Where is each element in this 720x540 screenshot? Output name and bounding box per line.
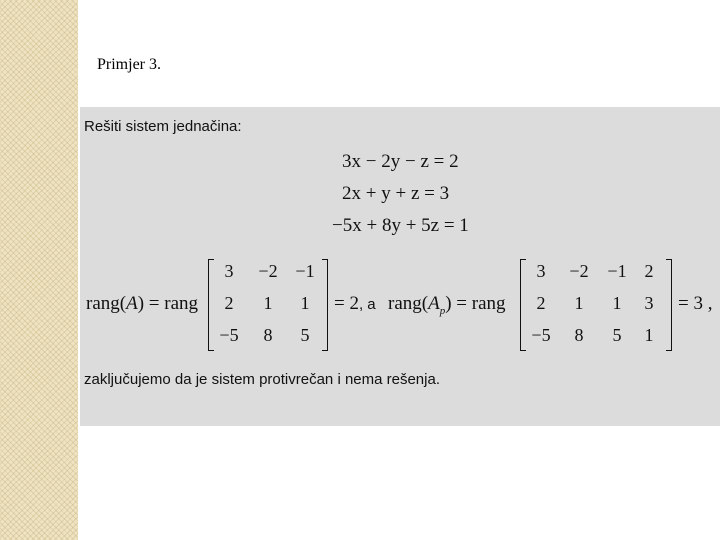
matrix-a-cell: −5 (219, 325, 239, 345)
eq3-term-x: −5x (332, 215, 362, 236)
rank-ap-subscript: p (439, 304, 446, 317)
matrix-ap-right-bracket (666, 259, 672, 351)
trailing-comma: , (707, 293, 713, 314)
matrix-ap-cell: −5 (531, 325, 551, 345)
eq2-term-x: 2x (342, 183, 361, 204)
matrix-a-right-bracket (322, 259, 328, 351)
rank-row (86, 259, 720, 353)
matrix-a-cell: 3 (224, 261, 234, 281)
matrix-ap (520, 259, 672, 351)
matrix-ap-cell: 2 (536, 293, 546, 313)
eq1-op2: − (404, 151, 416, 172)
eq3-rhs: = 1 (443, 215, 469, 236)
matrix-a (208, 259, 328, 351)
eq1-rhs: = 2 (433, 151, 459, 172)
eq3-term-z: 5z (421, 215, 440, 236)
eq3-op1: + (366, 215, 378, 236)
rank-ap-value-text: = 3 (678, 293, 703, 314)
eq2-term-y: y (381, 183, 391, 204)
rank-a-equals-rang: = rang (148, 293, 199, 314)
matrix-ap-cell: 3 (536, 261, 546, 281)
rank-a-expression: rang(A) = rang (86, 293, 199, 314)
matrix-ap-cell: −2 (569, 261, 589, 281)
rank-ap-value (678, 293, 712, 315)
equation-1 (342, 151, 459, 173)
rank-a-value-text: = 2 (334, 293, 359, 314)
matrix-a-cell: 1 (300, 293, 310, 313)
rank-ap-expression: $rang(A_p)$ = rang (388, 293, 506, 317)
eq2-rhs: = 3 (424, 183, 450, 204)
intro-text: Rešiti sistem jednačina: (84, 118, 242, 135)
conclusion-text: zaključujemo da je sistem protivrečan i nema rešenja. (84, 371, 440, 388)
eq1-term-y: 2y (381, 151, 401, 172)
eq2-op2: + (395, 183, 407, 204)
slide-heading: Primjer 3. (97, 56, 161, 73)
example-panel (80, 107, 720, 426)
matrix-ap-cell: 1 (574, 293, 584, 313)
decorative-side-strip (0, 0, 78, 540)
rank-ap-label: rang (388, 293, 422, 314)
eq2-term-z: z (410, 183, 420, 204)
rank-ap-symbol: A (428, 293, 440, 314)
matrix-a-cell: 2 (224, 293, 234, 313)
matrix-a-cell: 8 (263, 325, 273, 345)
rank-a-label: rang (86, 293, 120, 314)
matrix-a-cell: −1 (295, 261, 315, 281)
eq1-op1: − (365, 151, 377, 172)
matrix-ap-cell: 3 (644, 293, 654, 313)
connector-text: , a (358, 296, 376, 313)
eq2-op1: + (365, 183, 377, 204)
eq3-op2: + (405, 215, 417, 236)
equation-3 (332, 215, 469, 237)
rank-ap-equals-rang: = rang (456, 293, 506, 314)
rank-a-value (334, 293, 376, 315)
eq1-term-z: z (420, 151, 429, 172)
matrix-ap-cell: −1 (607, 261, 627, 281)
eq1-term-x: 3x (342, 151, 361, 172)
matrix-a-cell: −2 (258, 261, 278, 281)
equation-2 (342, 183, 449, 205)
matrix-ap-cell: 2 (644, 261, 654, 281)
matrix-ap-cell: 5 (612, 325, 622, 345)
matrix-ap-cell: 8 (574, 325, 584, 345)
matrix-a-cell: 5 (300, 325, 310, 345)
rank-a-symbol: A (126, 293, 138, 314)
matrix-ap-cell: 1 (612, 293, 622, 313)
matrix-a-cell: 1 (263, 293, 273, 313)
matrix-ap-cell: 1 (644, 325, 654, 345)
eq3-term-y: 8y (381, 215, 401, 236)
